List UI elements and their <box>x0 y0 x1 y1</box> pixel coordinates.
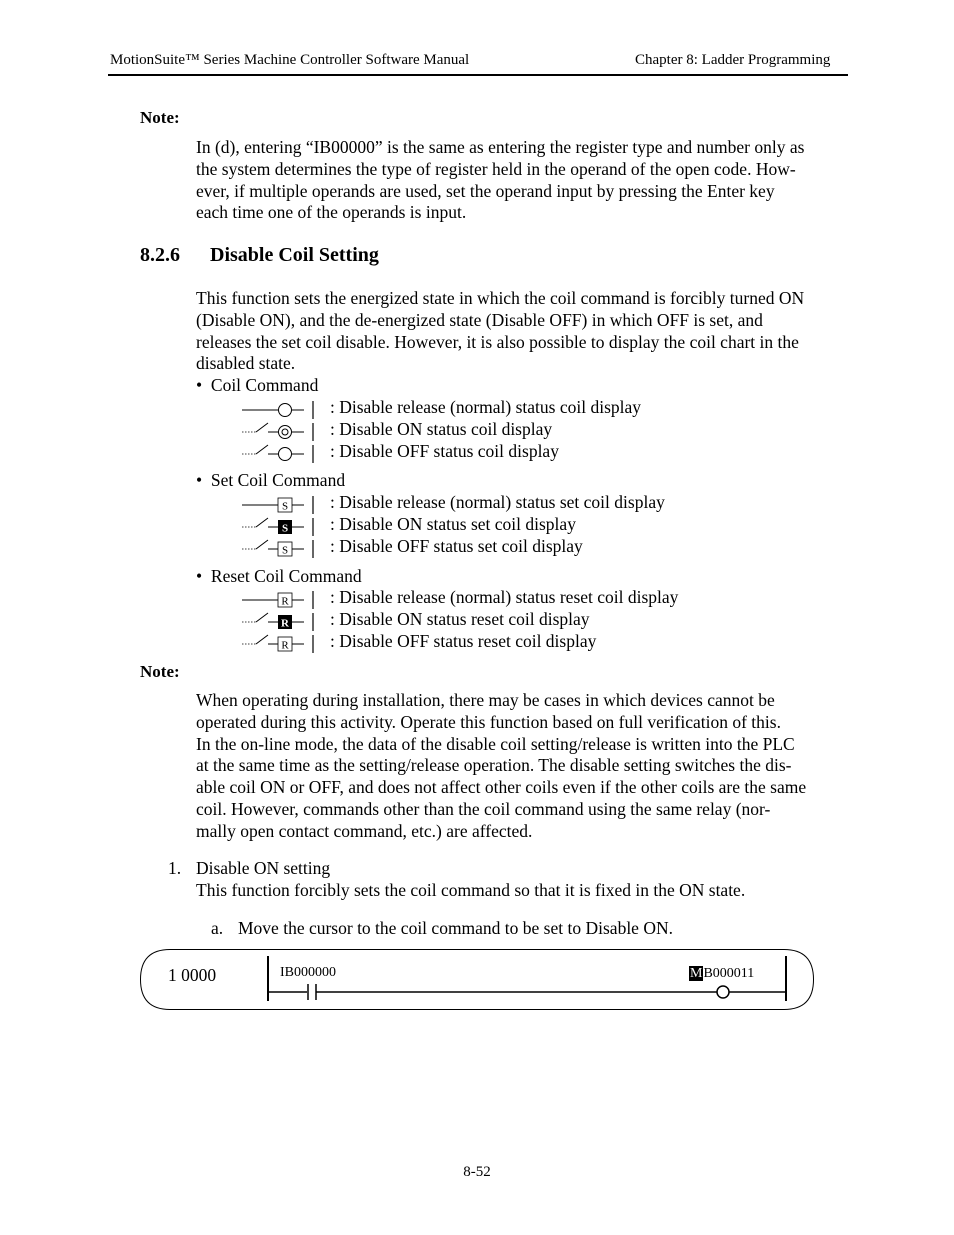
note1-body <box>196 137 804 224</box>
svg-text:R: R <box>281 617 289 630</box>
step1-number: 1. <box>168 858 182 878</box>
note-label: Note: <box>140 662 180 681</box>
step-a-text: Move the cursor to the coil command to be set to Disable ON. <box>238 918 673 938</box>
note2-body <box>196 690 806 843</box>
svg-text:S: S <box>281 522 289 535</box>
note2-line: mally open contact command, etc.) are affected. <box>196 820 533 841</box>
set-coil-symbols-icon <box>238 495 318 559</box>
set-coil-normal-desc: : Disable release (normal) status set coil display <box>330 492 665 512</box>
ladder-diagram[interactable] <box>140 949 814 1010</box>
set-coil-on-desc: : Disable ON status set coil display <box>330 514 576 534</box>
step1-title: Disable ON setting <box>196 858 331 878</box>
intro-line: releases the set coil disable. However, it is also possible to display the coil chart in the <box>196 331 799 352</box>
step1-text: This function forcibly sets the coil command so that it is fixed in the ON state. <box>196 880 746 900</box>
svg-text:R: R <box>281 639 289 652</box>
reset-coil-off-desc: : Disable OFF status reset coil display <box>330 631 597 651</box>
text-cursor: M <box>690 966 703 981</box>
note2-line: operated during this activity. Operate this function based on full verification of this. <box>196 711 781 732</box>
set-coil-off-desc: : Disable OFF status set coil display <box>330 536 583 556</box>
note1-line: the system determines the type of register held in the operand of the open code. How- <box>196 158 796 179</box>
note2-line: When operating during installation, there may be cases in which devices cannot be <box>196 690 775 710</box>
bullet-title: Coil Command <box>210 375 319 395</box>
ladder-step-number: 1 0000 <box>168 965 217 985</box>
coil-normal-desc: : Disable release (normal) status coil display <box>330 397 642 417</box>
bullet-title: Set Coil Command <box>210 470 346 490</box>
reset-coil-symbols-icon <box>238 590 318 654</box>
bullet-reset-coil-command: • Reset Coil Command <box>196 566 362 586</box>
reset-coil-on-desc: : Disable ON status reset coil display <box>330 609 590 629</box>
coil-operand-label[interactable] <box>689 966 754 981</box>
coil-symbols-icon <box>238 400 318 464</box>
svg-text:S: S <box>281 544 289 557</box>
note2-line: at the same time as the setting/release operation. The disable setting switches the dis- <box>196 755 792 776</box>
coil-on-desc: : Disable ON status coil display <box>330 419 553 439</box>
note2-line: able coil ON or OFF, and does not affect other coils even if the other coils are the same <box>196 777 807 798</box>
note2-line: In the on-line mode, the data of the disable coil setting/release is written into the PLC <box>196 733 795 754</box>
header-divider <box>108 74 848 76</box>
svg-text:S: S <box>281 500 289 513</box>
step-a-letter: a. <box>211 918 224 938</box>
intro-line: This function sets the energized state in which the coil command is forcibly turned ON <box>196 288 805 308</box>
coil-off-desc: : Disable OFF status coil display <box>330 441 559 461</box>
page-number: 8-52 <box>463 1164 491 1180</box>
note2-line: coil. However, commands other than the coil command using the same relay (nor- <box>196 798 771 819</box>
section-title: Disable Coil Setting <box>210 244 379 266</box>
svg-text:R: R <box>281 595 289 608</box>
bullet-set-coil-command: • Set Coil Command <box>196 470 346 490</box>
intro-paragraph <box>196 288 804 375</box>
header-manual-title: MotionSuite™ Series Machine Controller Software Manual <box>110 52 470 68</box>
intro-line: disabled state. <box>196 353 296 374</box>
section-heading <box>140 244 379 267</box>
reset-coil-normal-desc: : Disable release (normal) status reset coil display <box>330 587 679 607</box>
coil-operand-text: B000011 <box>703 966 755 981</box>
note1-line: ever, if multiple operands are used, set the operand input by pressing the Enter key <box>196 180 775 201</box>
section-number: 8.2.6 <box>140 244 180 266</box>
header-chapter-title: Chapter 8: Ladder Programming <box>635 52 831 68</box>
note-label: Note: <box>140 108 180 127</box>
bullet-title: Reset Coil Command <box>210 566 362 586</box>
intro-line: (Disable ON), and the de-energized state (Disable OFF) in which OFF is set, and <box>196 309 763 330</box>
bullet-coil-command: • Coil Command <box>196 375 319 395</box>
note1-line: each time one of the operands is input. <box>196 202 467 223</box>
note1-line: In (d), entering “IB00000” is the same as entering the register type and number only as <box>196 137 805 157</box>
contact-operand-label: IB000000 <box>280 965 336 980</box>
